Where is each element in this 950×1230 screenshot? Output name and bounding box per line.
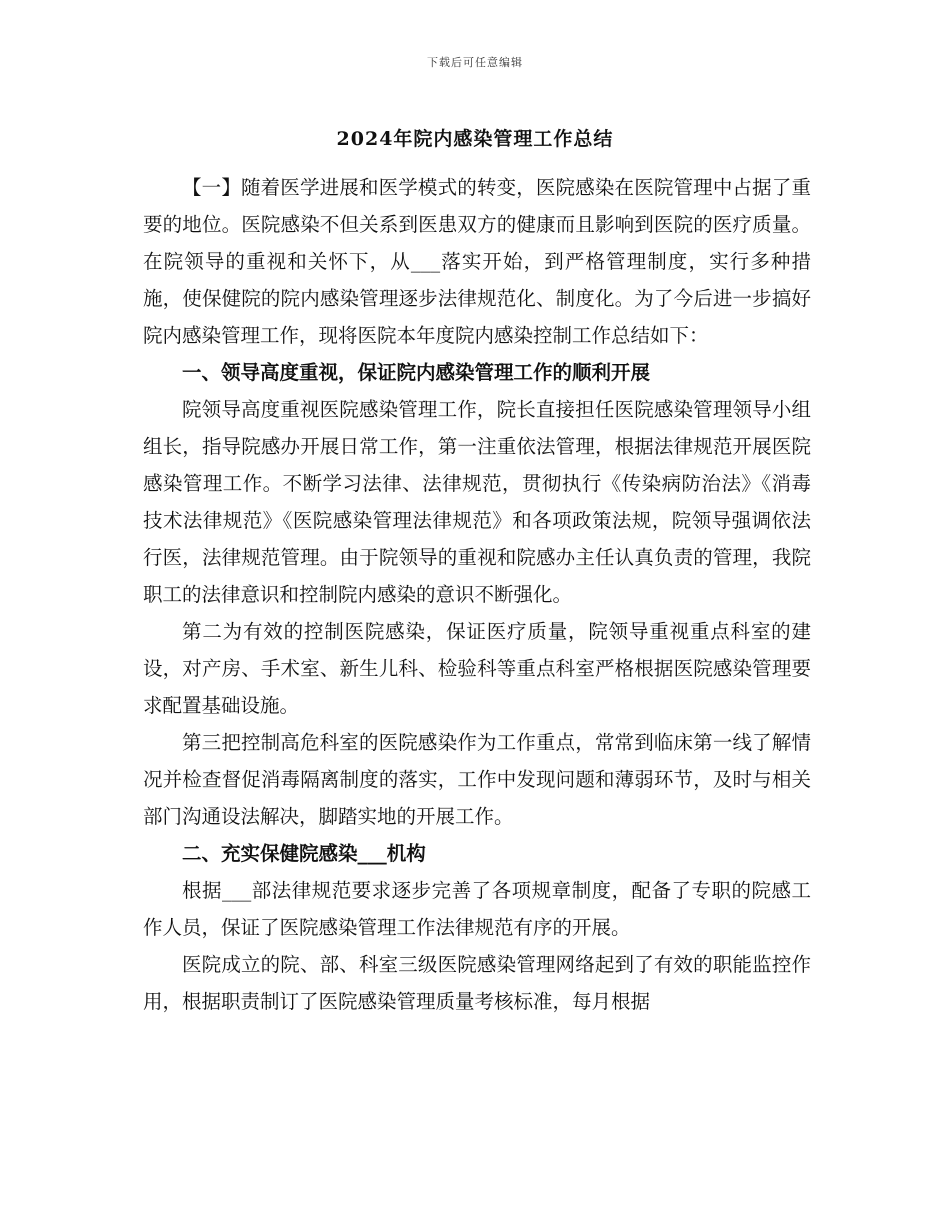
paragraph-regulations: 根据___部法律规范要求逐步完善了各项规章制度，配备了专职的院感工作人员，保证了医院感染管理工作法律规范有序的开展。: [143, 879, 811, 939]
paragraph-second: 第二为有效的控制医院感染，保证医疗质量，院领导重视重点科室的建设，对产房、手术室、新生儿科、检验科等重点科室严格根据医院感染管理要求配置基础设施。: [143, 620, 811, 717]
document-body: [143, 169, 811, 1020]
paragraph-network: 医院成立的院、部、科室三级医院感染管理网络起到了有效的职能监控作用，根据职责制订了医院感染管理质量考核标准，每月根据: [143, 953, 811, 1013]
paragraph-intro: 【一】随着医学进展和医学模式的转变，医院感染在医院管理中占据了重要的地位。医院感染不但关系到医患双方的健康而且影响到医院的医疗质量。在院领导的重视和关怀下，从___落实开始，到严格管理制度，实行多种措施，使保健院的院内感染管理逐步法律规范化、制度化。为了今后进一步搞好院内感染管理工作，现将医院本年度院内感染控制工作总结如下：: [143, 176, 811, 347]
section-heading-2: 二、充实保健院感染___机构: [182, 842, 426, 865]
section-heading-1: 一、领导高度重视，保证院内感染管理工作的顺利开展: [182, 361, 651, 384]
paragraph-leadership: 院领导高度重视医院感染管理工作，院长直接担任医院感染管理领导小组组长，指导院感办开展日常工作，第一注重依法管理，根据法律规范开展医院感染管理工作。不断学习法律、法律规范，贯彻执行《传染病防治法》《消毒技术法律规范》《医院感染管理法律规范》和各项政策法规，院领导强调依法行医，法律规范管理。由于院领导的重视和院感办主任认真负责的管理，我院职工的法律意识和控制院内感染的意识不断强化。: [143, 398, 811, 606]
paragraph-third: 第三把控制高危科室的医院感染作为工作重点，常常到临床第一线了解情况并检查督促消毒隔离制度的落实，工作中发现问题和薄弱环节，及时与相关部门沟通设法解决，脚踏实地的开展工作。: [143, 731, 811, 828]
header-note: 下载后可任意编辑: [427, 56, 523, 69]
document-title: 2024年院内感染管理工作总结: [336, 128, 614, 150]
